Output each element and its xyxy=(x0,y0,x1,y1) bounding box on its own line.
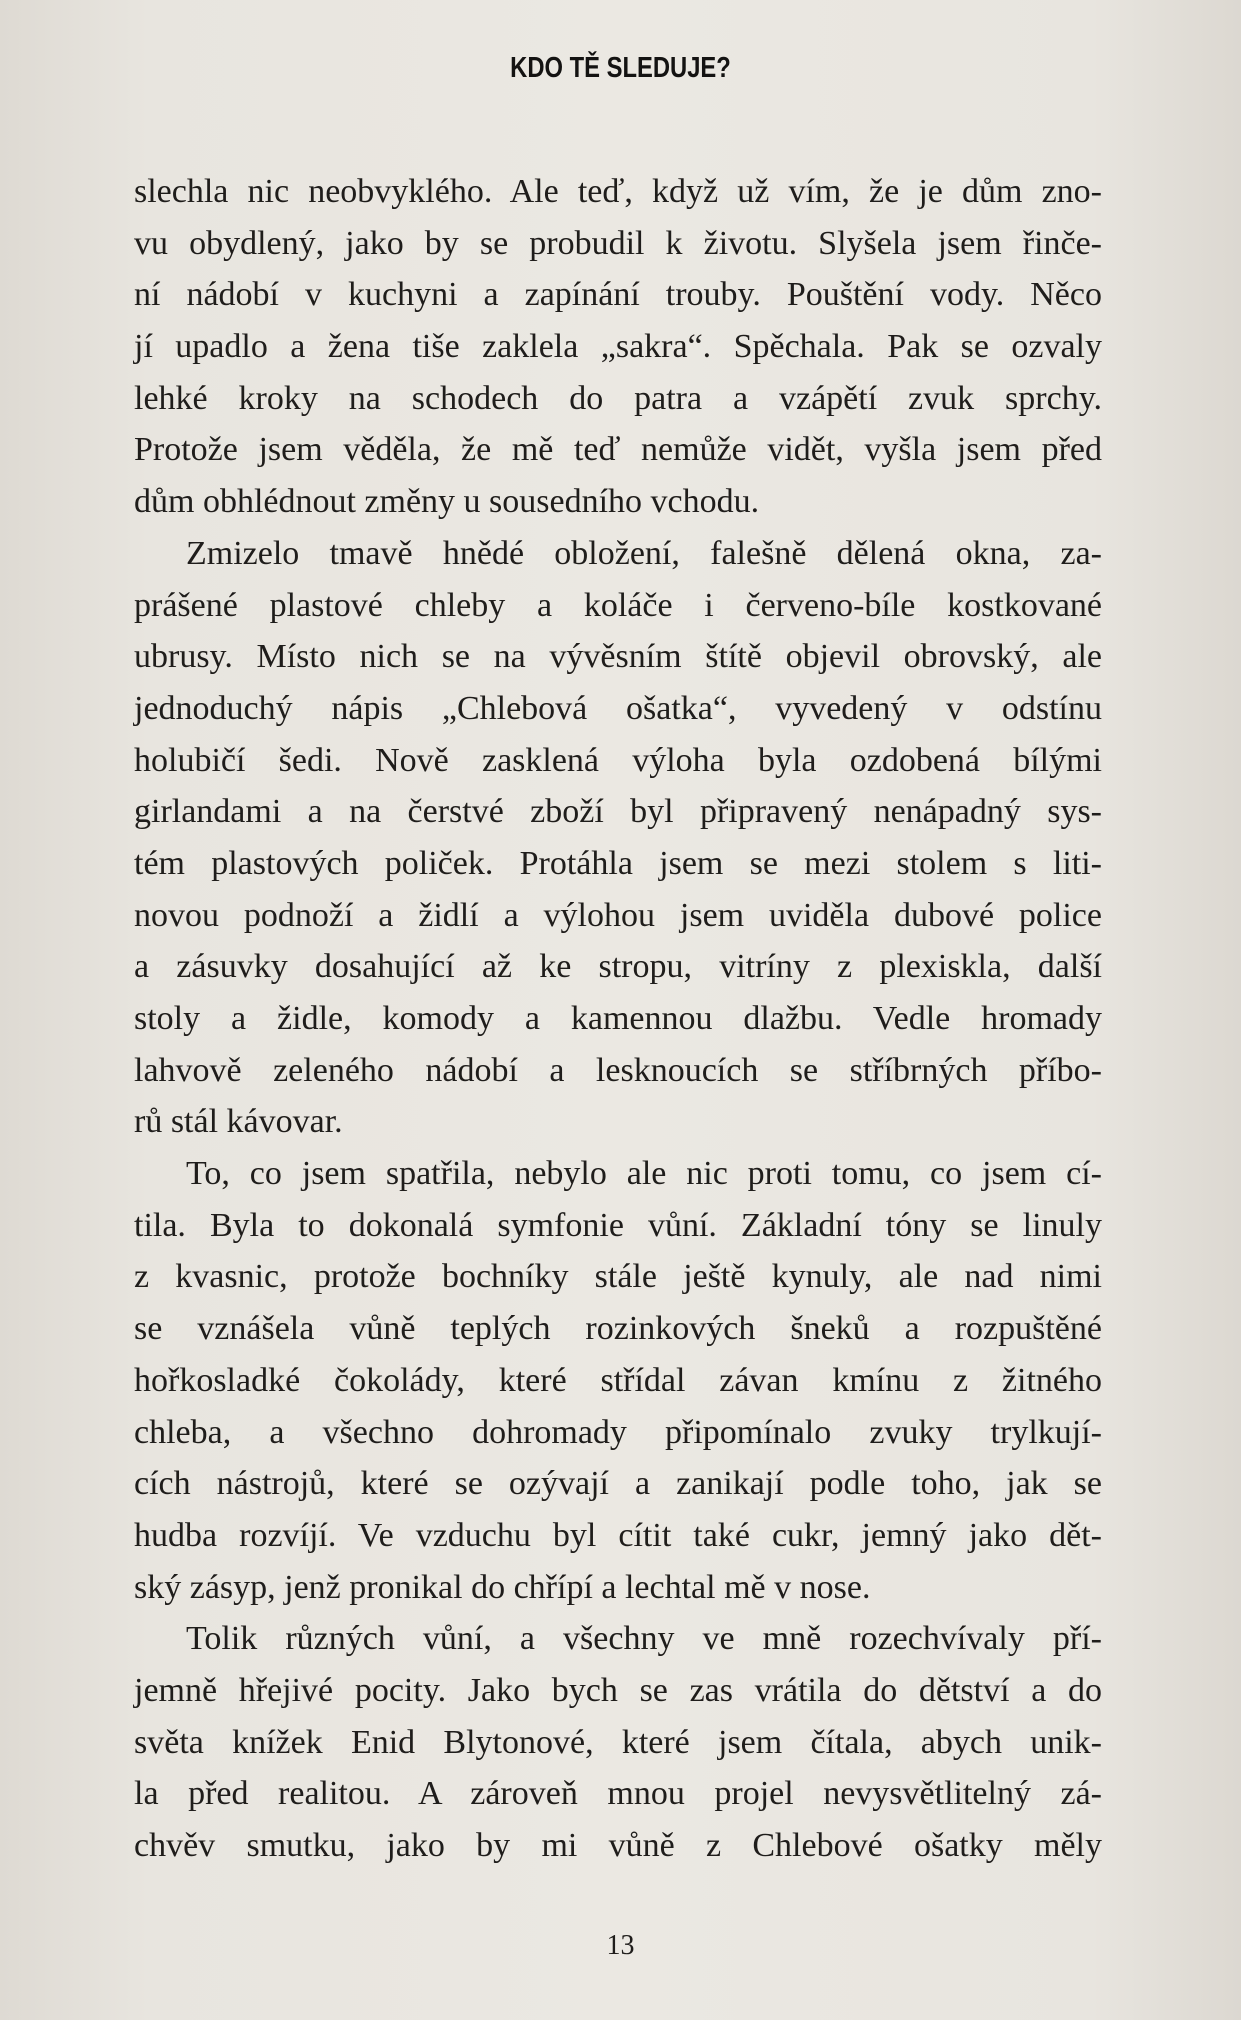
text-line: la před realitou. A zároveň mnou projel nevysvětlitelný zá- xyxy=(134,1775,1102,1813)
text-line: chvěv smutku, jako by mi vůně z Chlebové ošatky měly xyxy=(134,1827,1102,1864)
paragraph-first-line: Tolik různých vůní, a všechny ve mně rozechvívaly pří- xyxy=(186,1620,1102,1658)
text-line: cích nástrojů, které se ozývají a zanikají podle toho, jak se xyxy=(134,1465,1102,1503)
body-text xyxy=(134,166,1102,1872)
text-line: hořkosladké čokolády, které střídal závan kmínu z žitného xyxy=(134,1361,1102,1399)
text-line: dům obhlédnout změny u sousedního vchodu. xyxy=(134,483,760,521)
text-line: tila. Byla to dokonalá symfonie vůní. Základní tóny se linuly xyxy=(134,1206,1102,1244)
text-line: jí upadlo a žena tiše zaklela „sakra“. Spěchala. Pak se ozvaly xyxy=(134,328,1102,366)
text-line: chleba, a všechno dohromady připomínalo zvuky trylkují- xyxy=(134,1413,1102,1451)
text-line: z kvasnic, protože bochníky stále ještě kynuly, ale nad nimi xyxy=(134,1258,1102,1296)
text-line: slechla nic neobvyklého. Ale teď, když už vím, že je dům zno- xyxy=(134,173,1102,210)
page-number: 13 xyxy=(606,1930,635,1961)
text-line: hudba rozvíjí. Ve vzduchu byl cítit také cukr, jemný jako dět- xyxy=(134,1516,1102,1554)
text-line: lehké kroky na schodech do patra a vzápětí zvuk sprchy. xyxy=(134,379,1102,417)
text-line: prášené plastové chleby a koláče i červeno-bíle kostkované xyxy=(134,586,1102,624)
text-line: novou podnoží a židlí a výlohou jsem uviděla dubové police xyxy=(134,896,1102,934)
text-line: jemně hřejivé pocity. Jako bych se zas vrátila do dětství a do xyxy=(134,1671,1102,1709)
text-line: stoly a židle, komody a kamennou dlažbu. Vedle hromady xyxy=(134,1000,1102,1037)
text-line: ský zásyp, jenž pronikal do chřípí a lechtal mě v nose. xyxy=(134,1568,871,1606)
text-line: a zásuvky dosahující až ke stropu, vitríny z plexiskla, další xyxy=(134,948,1102,986)
text-line: Protože jsem věděla, že mě teď nemůže vidět, vyšla jsem před xyxy=(134,431,1102,469)
text-line: světa knížek Enid Blytonové, které jsem čítala, abych unik- xyxy=(134,1723,1102,1761)
text-line: vu obydlený, jako by se probudil k životu. Slyšela jsem řinče- xyxy=(134,224,1102,262)
text-line: ubrusy. Místo nich se na vývěsním štítě objevil obrovský, ale xyxy=(134,638,1102,676)
text-line: girlandami a na čerstvé zboží byl připravený nenápadný sys- xyxy=(134,793,1102,831)
text-line: holubičí šedi. Nově zasklená výloha byla ozdobená bílými xyxy=(134,741,1102,779)
text-line: tém plastových poliček. Protáhla jsem se mezi stolem s liti- xyxy=(134,844,1102,882)
text-line: lahvově zeleného nádobí a lesknoucích se stříbrných příbo- xyxy=(134,1051,1102,1089)
text-line: se vznášela vůně teplých rozinkových šneků a rozpuštěné xyxy=(134,1310,1102,1348)
paragraph-first-line: Zmizelo tmavě hnědé obložení, falešně dělená okna, za- xyxy=(186,534,1102,572)
text-line: rů stál kávovar. xyxy=(134,1103,343,1141)
text-line: ní nádobí v kuchyni a zapínání trouby. Pouštění vody. Něco xyxy=(134,276,1102,314)
text-line: jednoduchý nápis „Chlebová ošatka“, vyvedený v odstínu xyxy=(134,689,1102,727)
paragraph-first-line: To, co jsem spatřila, nebylo ale nic proti tomu, co jsem cí- xyxy=(186,1155,1102,1193)
running-head: KDO TĚ SLEDUJE? xyxy=(510,52,731,84)
